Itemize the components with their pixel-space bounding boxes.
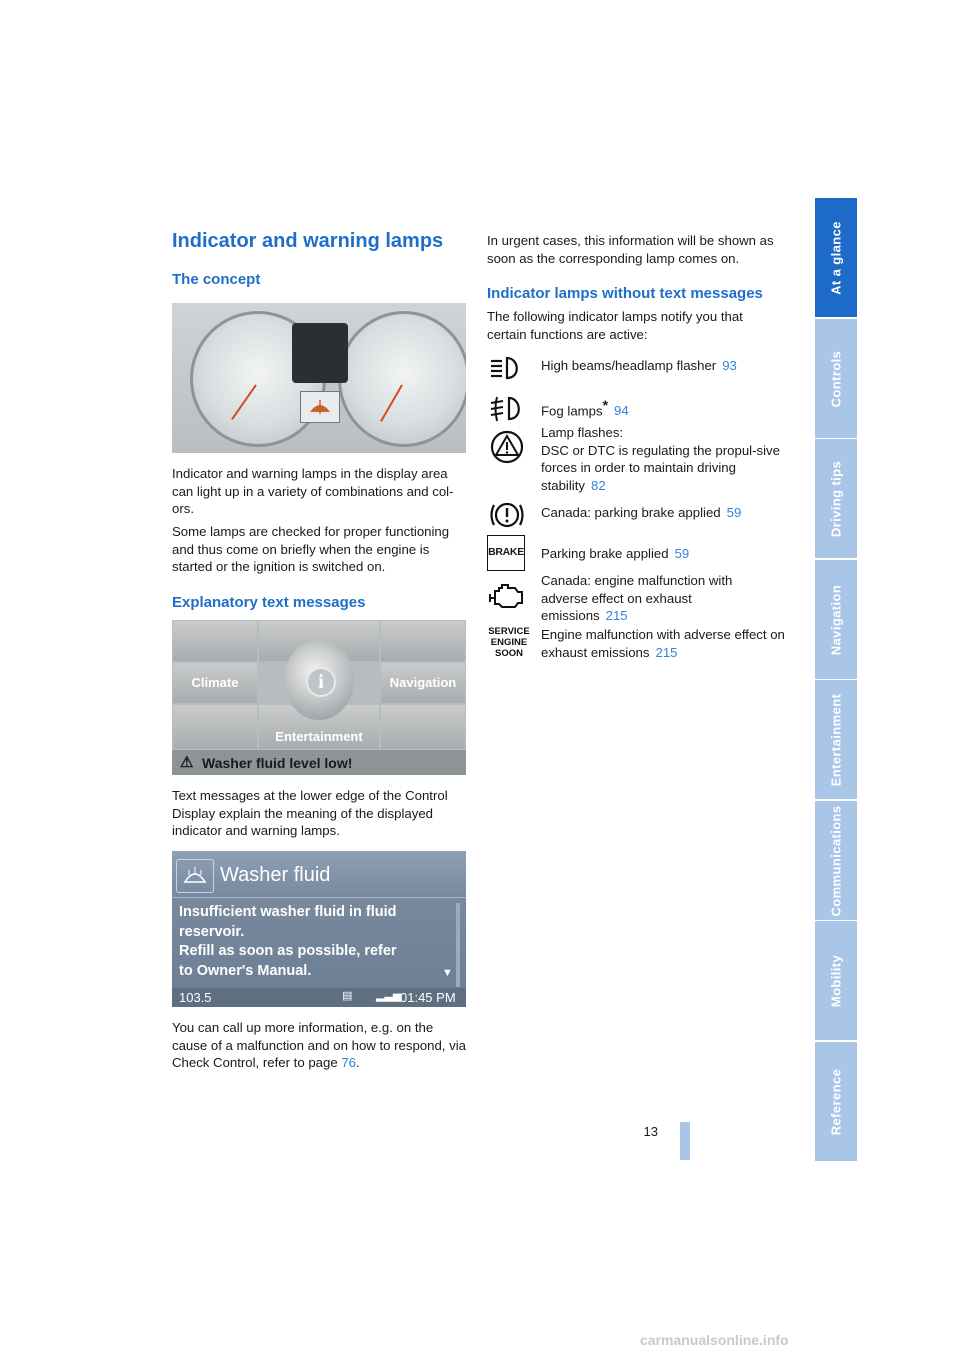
washer-screen-title: Washer fluid — [220, 864, 331, 886]
concept-paragraph-2: Some lamps are checked for proper functioning and thus come on briefly when the engine is started or the ignition is switched on. — [172, 524, 450, 575]
tab-communications[interactable]: Communications — [815, 801, 857, 920]
navigation-menu-item: Navigation — [381, 663, 465, 703]
indicator-display-area — [292, 323, 348, 383]
instrument-cluster-image — [172, 303, 466, 453]
washer-fluid-screen-image — [172, 851, 466, 1007]
warning-triangle-icon: ⚠ — [180, 754, 194, 771]
tab-reference[interactable]: Reference — [815, 1042, 857, 1161]
lamp-description-dsc: Lamp flashes: DSC or DTC is regulating the propul-sive forces in order to maintain driving stability 82 — [541, 425, 780, 493]
signal-icon: ▂▃▅ — [376, 990, 402, 1002]
control-display-image — [172, 620, 466, 775]
lamp-description-parking-brake-canada: Canada: parking brake applied 59 — [541, 505, 742, 520]
page-link-59b[interactable]: 59 — [674, 546, 690, 561]
page-heading: Indicator and warning lamps — [172, 230, 444, 252]
concept-paragraph-1: Indicator and warning lamps in the display area can light up in a variety of combinations and col-ors. — [172, 466, 454, 517]
page-link-93[interactable]: 93 — [722, 358, 737, 373]
urgent-paragraph: In urgent cases, this information will be shown as soon as the corresponding lamp comes on. — [487, 233, 774, 266]
page-link-94[interactable]: 94 — [614, 403, 629, 419]
entertainment-menu-item: Entertainment — [259, 705, 379, 749]
tab-driving-tips[interactable]: Driving tips — [815, 439, 857, 558]
page-link-59a[interactable]: 59 — [726, 505, 742, 520]
brake-text-icon: BRAKE — [487, 535, 525, 571]
washer-symbol-icon — [176, 859, 214, 893]
lamp-description-fog: Fog lamps* 94 — [541, 397, 629, 419]
tachometer-dial — [338, 311, 466, 447]
washer-screen-message: Insufficient washer fluid in fluid reservoir. Refill as soon as possible, refer to Owner's Manual. — [179, 904, 397, 979]
washer-status-bar: 103.5 ▤ ▂▃▅ 01:45 PM — [172, 988, 466, 1007]
lamp-description-high-beam: High beams/headlamp flasher 93 — [541, 358, 737, 373]
tab-mobility[interactable]: Mobility — [815, 921, 857, 1040]
info-icon: i — [306, 667, 336, 697]
dsc-warning-icon — [487, 428, 527, 464]
status-line: ⚠ Washer fluid level low! — [172, 750, 466, 775]
parking-brake-canada-icon — [487, 497, 527, 533]
watermark: carmanualsonline.info — [640, 1332, 789, 1348]
phone-icon: ▤ — [342, 990, 353, 1002]
high-beam-icon — [487, 350, 527, 386]
without-text-heading: Indicator lamps without text messages — [487, 285, 763, 302]
controller-knob — [284, 640, 354, 720]
chapter-sidebar — [815, 198, 857, 1160]
washer-fluid-lamp — [300, 391, 340, 423]
page-number: 13 — [643, 1124, 658, 1139]
climate-menu-item: Climate — [173, 663, 257, 703]
tab-at-a-glance[interactable]: At a glance — [815, 198, 857, 317]
without-text-intro: The following indicator lamps notify you that certain functions are active: — [487, 309, 743, 342]
page-number-marker — [680, 1122, 690, 1160]
tab-entertainment[interactable]: Entertainment — [815, 680, 857, 799]
fog-lamp-icon — [487, 391, 527, 427]
page-link-215b[interactable]: 215 — [655, 644, 678, 660]
explanatory-paragraph-1: Text messages at the lower edge of the Control Display explain the meaning of the displayed indicator and warning lamps. — [172, 788, 448, 839]
washer-lamp-icon — [301, 392, 339, 422]
explanatory-paragraph-2: You can call up more information, e.g. on the cause of a malfunction and on how to respond, via Check Control, refer to page 76. — [172, 1020, 466, 1071]
lamp-description-parking-brake: Parking brake applied 59 — [541, 546, 690, 561]
page-link-215a[interactable]: 215 — [605, 608, 628, 624]
concept-heading: The concept — [172, 271, 261, 288]
scrollbar[interactable] — [456, 903, 460, 987]
lamp-description-engine: Engine malfunction with adverse effect on exhaust emissions 215 — [541, 627, 785, 660]
tab-navigation[interactable]: Navigation — [815, 560, 857, 679]
tab-controls[interactable]: Controls — [815, 319, 857, 438]
page-link-82[interactable]: 82 — [590, 477, 606, 493]
engine-malfunction-icon — [487, 578, 527, 614]
explanatory-heading: Explanatory text messages — [172, 594, 366, 611]
lamp-description-engine-canada: Canada: engine malfunction with adverse effect on exhaust emissions 215 — [541, 573, 733, 624]
page-link-76[interactable]: 76 — [341, 1055, 357, 1071]
scroll-down-icon[interactable]: ▼ — [442, 967, 453, 979]
service-engine-soon-icon: SERVICE ENGINE SOON — [488, 626, 530, 659]
